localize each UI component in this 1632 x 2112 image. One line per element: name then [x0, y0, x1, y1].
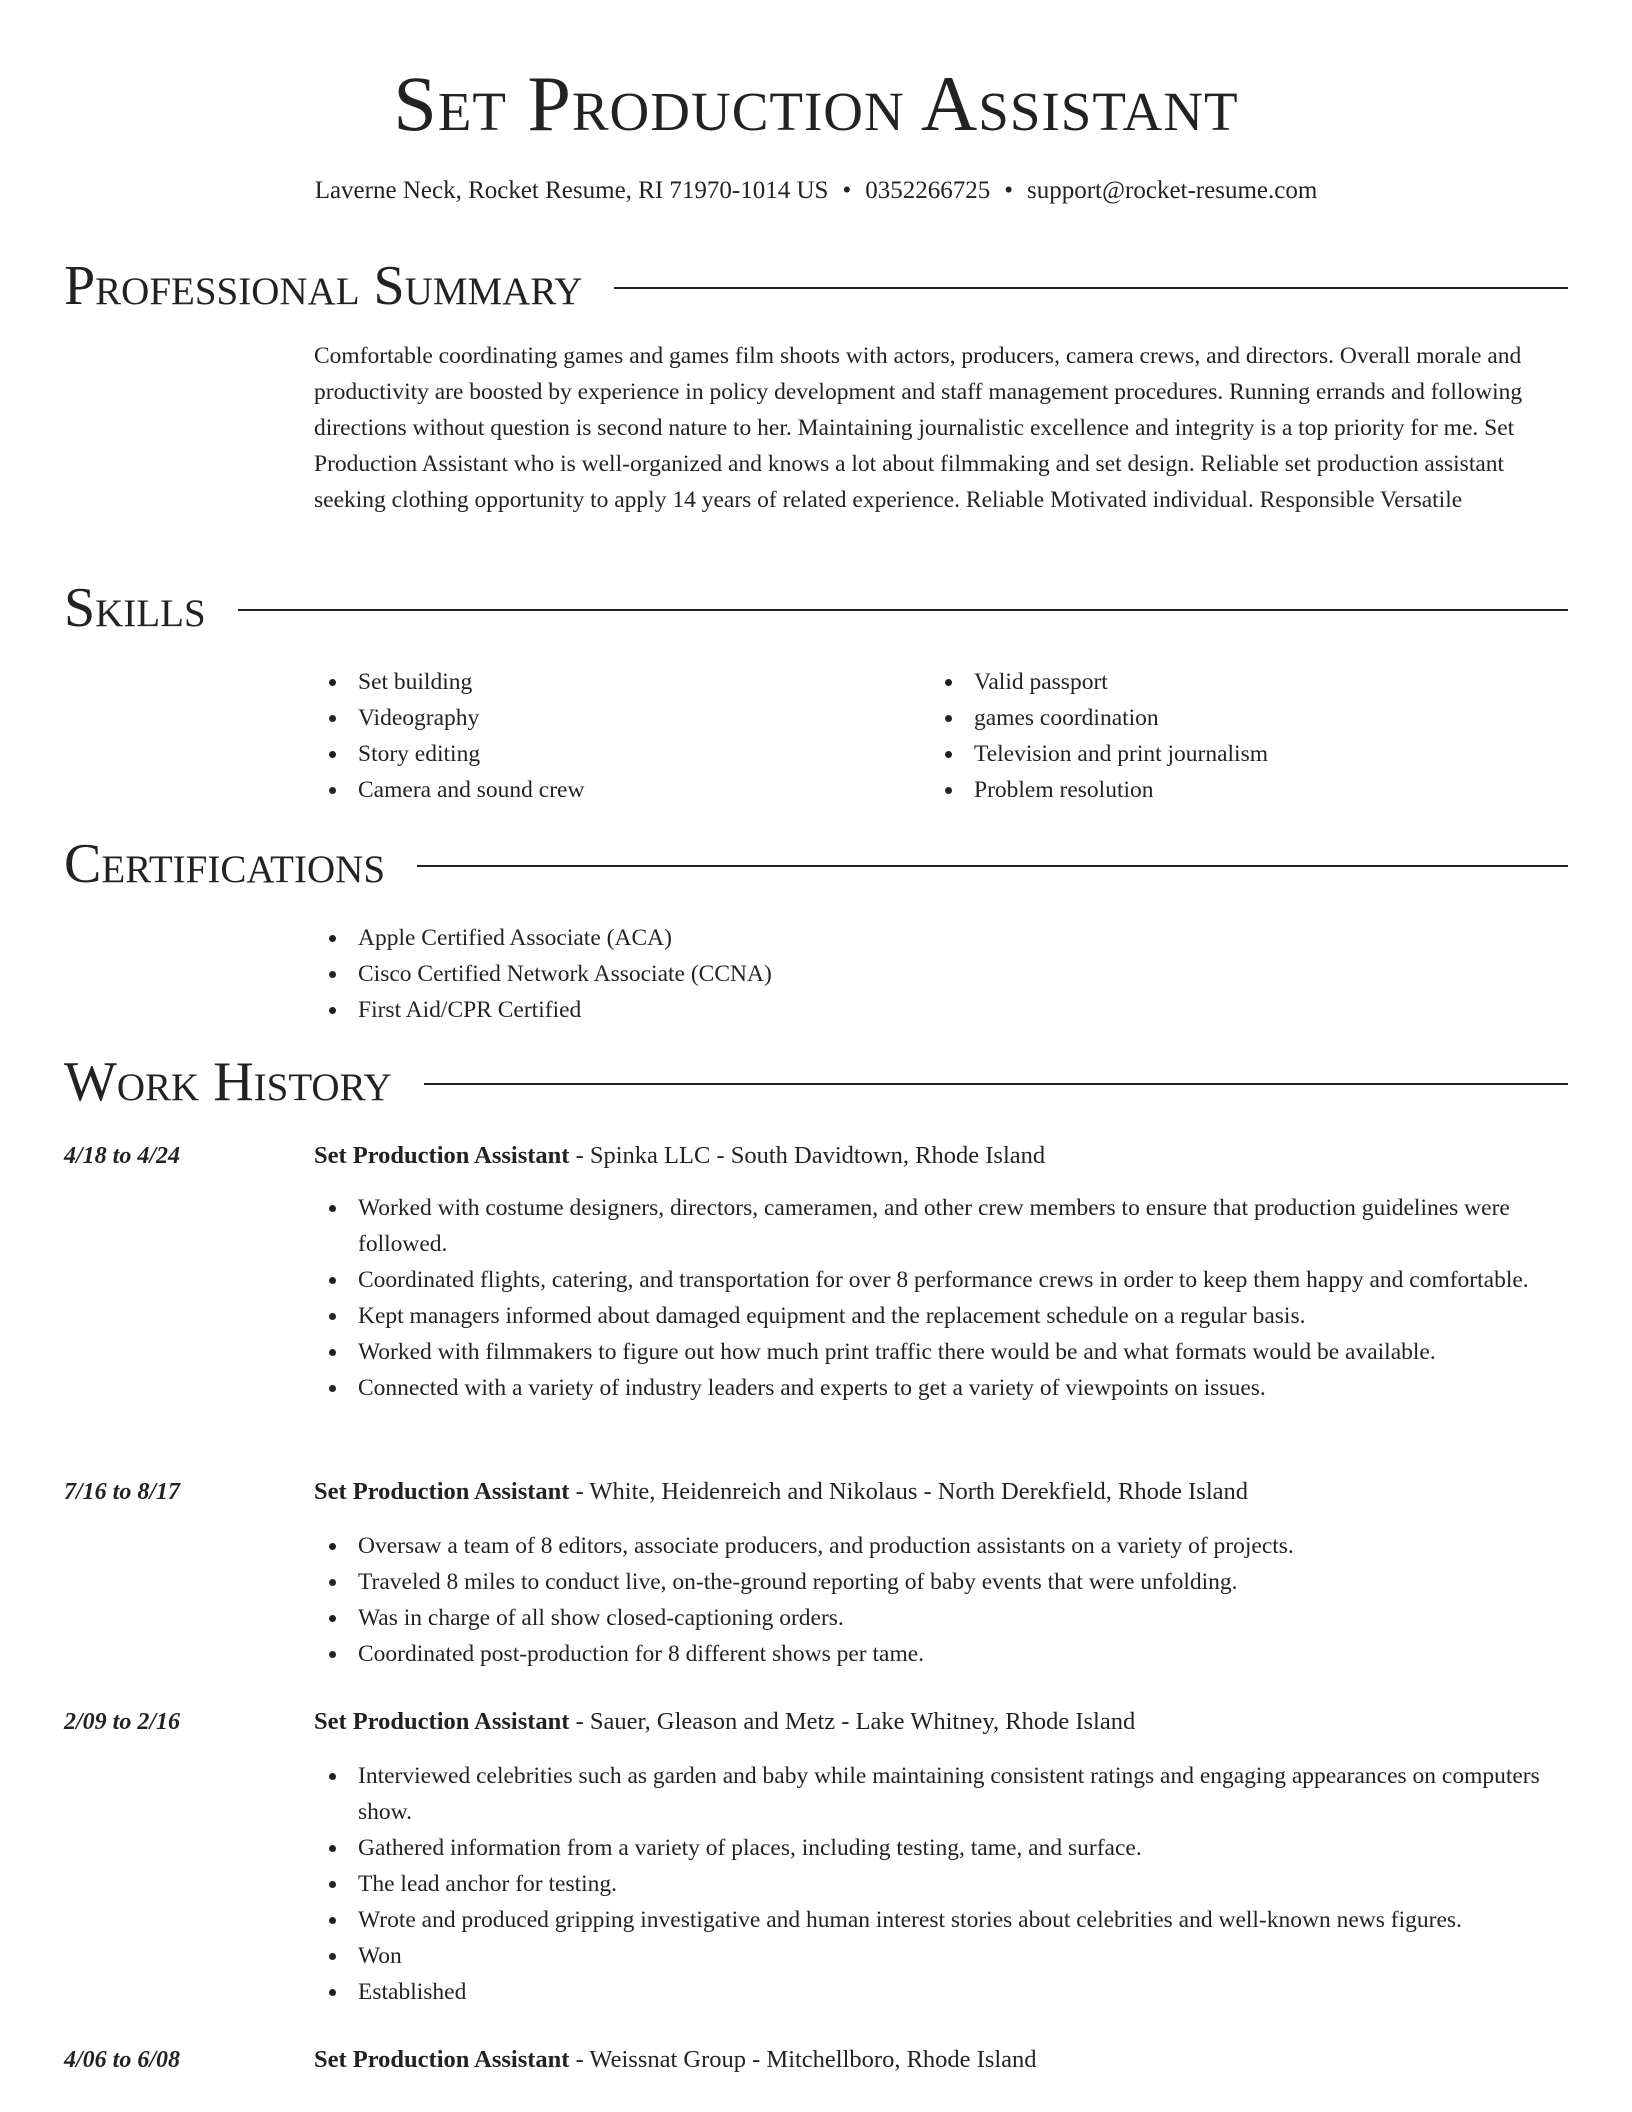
job-bullet-text: The lead anchor for testing.	[358, 1871, 618, 1897]
skill-item	[930, 700, 1530, 736]
job-employer-location: - Spinka LLC - South Davidtown, Rhode Island	[569, 1142, 1046, 1169]
bullet-dot	[329, 1543, 336, 1550]
skill-item	[930, 772, 1530, 808]
job-dates: 4/06 to 6/08	[64, 2047, 181, 2073]
page-title: Set Production Assistant	[393, 60, 1239, 147]
job-bullet-text: Traveled 8 miles to conduct live, on-the-ground reporting of baby events that were unfolding.	[358, 1569, 1238, 1595]
job-employer-location: - Sauer, Gleason and Metz - Lake Whitney, Rhode Island	[569, 1708, 1136, 1735]
job-bullet	[314, 1636, 1568, 1672]
summary-text: Comfortable coordinating games and games film shoots with actors, producers, camera crews, and directors. Overall morale and productivity are boosted by experience in policy development and staff management procedures. Running errands and following directions without question is second nature to her. Maintaining journalistic excellence and integrity is a top priority for me. Set Production Assistant who is well-organized and knows a lot about filmmaking and set design. Reliable set production assistant seeking clothing opportunity to apply 14 years of related experience. Reliable Motivated individual. Responsible Versatile	[314, 343, 1523, 513]
certification-item	[314, 956, 1114, 992]
job-dates: 2/09 to 2/16	[64, 1709, 181, 1735]
job-bullet	[314, 1866, 1568, 1902]
job-bullet-text: Worked with costume designers, directors, cameramen, and other crew members to ensure that production guidelines were followed.	[358, 1195, 1510, 1257]
contact-phone: 0352266725	[865, 177, 991, 204]
job-bullet-text: Kept managers informed about damaged equipment and the replacement schedule on a regular basis.	[358, 1303, 1306, 1329]
skill-item	[314, 664, 874, 700]
skill-text: Problem resolution	[974, 777, 1154, 803]
job-bullet-text: Won	[358, 1943, 402, 1969]
job-bullets	[314, 1190, 1568, 1406]
job-title-line	[314, 1474, 1568, 1510]
job-bullet-text: Coordinated post-production for 8 different shows per tame.	[358, 1641, 925, 1667]
skills-list-right	[930, 664, 1530, 808]
bullet-dot	[329, 751, 336, 758]
job-title-line	[314, 2042, 1568, 2078]
skill-text: Television and print journalism	[974, 741, 1269, 767]
contact-email[interactable]: support@rocket-resume.com	[1027, 177, 1318, 204]
job-bullet-text: Oversaw a team of 8 editors, associate producers, and production assistants on a variety of projects.	[358, 1533, 1294, 1559]
section-divider	[238, 609, 1568, 611]
bullet-dot	[329, 787, 336, 794]
bullet-dot	[945, 787, 952, 794]
contact-line	[0, 174, 1632, 208]
skill-item	[314, 700, 874, 736]
job-bullet	[314, 1830, 1568, 1866]
job-title: Set Production Assistant	[314, 2046, 570, 2073]
skill-text: Story editing	[358, 741, 481, 767]
summary-section-header	[64, 254, 1568, 318]
certifications-section-header	[64, 832, 1568, 896]
bullet-dot	[329, 1881, 336, 1888]
bullet-dot	[329, 935, 336, 942]
job-bullet	[314, 1974, 1568, 2010]
certification-item	[314, 920, 1114, 956]
skill-text: Valid passport	[974, 669, 1108, 695]
job-employer-location: - Weissnat Group - Mitchellboro, Rhode Island	[569, 2046, 1037, 2073]
job-bullets	[314, 1758, 1568, 2010]
bullet-dot	[329, 1953, 336, 1960]
bullet-dot	[329, 1277, 336, 1284]
bullet-dot	[329, 1007, 336, 1014]
job-bullet-text: Was in charge of all show closed-captioning orders.	[358, 1605, 844, 1631]
bullet-dot	[329, 1615, 336, 1622]
skills-list-left	[314, 664, 874, 808]
job-bullet	[314, 1600, 1568, 1636]
job-bullet	[314, 1758, 1568, 1830]
skill-item	[930, 664, 1530, 700]
bullet-dot	[329, 1579, 336, 1586]
work-history-heading: Work History	[64, 1051, 392, 1113]
bullet-dot	[329, 1651, 336, 1658]
bullet-dot	[329, 1349, 336, 1356]
job-title: Set Production Assistant	[314, 1142, 570, 1169]
contact-separator: •	[842, 177, 852, 204]
certification-item	[314, 992, 1114, 1028]
job-bullet	[314, 1262, 1568, 1298]
job-bullet-text: Connected with a variety of industry leaders and experts to get a variety of viewpoints on issues.	[358, 1375, 1266, 1401]
job-bullet-text: Gathered information from a variety of places, including testing, tame, and surface.	[358, 1835, 1142, 1861]
skill-text: Set building	[358, 669, 473, 695]
job-bullet-text: Coordinated flights, catering, and transportation for over 8 performance crews in order to keep them happy and comfortable.	[358, 1267, 1529, 1293]
section-divider	[614, 287, 1568, 289]
contact-separator: •	[1004, 177, 1013, 204]
job-bullets	[314, 1528, 1568, 1672]
bullet-dot	[329, 679, 336, 686]
job-title-line	[314, 1704, 1568, 1740]
bullet-dot	[945, 751, 952, 758]
bullet-dot	[329, 971, 336, 978]
bullet-dot	[329, 1313, 336, 1320]
section-divider	[424, 1083, 1568, 1085]
contact-address: Laverne Neck, Rocket Resume, RI 71970-1014 US	[314, 177, 829, 204]
section-divider	[417, 865, 1568, 867]
skills-section-header	[64, 576, 1568, 640]
summary-heading: Professional Summary	[64, 255, 583, 317]
job-bullet	[314, 1938, 1568, 1974]
bullet-dot	[329, 1845, 336, 1852]
job-bullet	[314, 1334, 1568, 1370]
bullet-dot	[329, 1385, 336, 1392]
job-bullet-text: Interviewed celebrities such as garden and baby while maintaining consistent ratings and engaging appearances on computers show.	[358, 1763, 1540, 1825]
job-bullet	[314, 1370, 1568, 1406]
certification-text: First Aid/CPR Certified	[358, 997, 582, 1023]
bullet-dot	[329, 1205, 336, 1212]
bullet-dot	[329, 1773, 336, 1780]
job-dates: 7/16 to 8/17	[64, 1479, 181, 1505]
skill-item	[930, 736, 1530, 772]
job-bullet	[314, 1528, 1568, 1564]
job-bullet	[314, 1298, 1568, 1334]
skill-text: games coordination	[974, 705, 1159, 731]
bullet-dot	[329, 1989, 336, 1996]
bullet-dot	[945, 715, 952, 722]
job-bullet-text: Wrote and produced gripping investigative and human interest stories about celebrities and well-known news figures.	[358, 1907, 1462, 1933]
job-employer-location: - White, Heidenreich and Nikolaus - North Derekfield, Rhode Island	[569, 1478, 1249, 1505]
job-bullet-text: Worked with filmmakers to figure out how much print traffic there would be and what formats would be available.	[358, 1339, 1436, 1365]
skill-text: Videography	[358, 705, 480, 731]
job-title-line	[314, 1138, 1568, 1174]
job-title: Set Production Assistant	[314, 1478, 570, 1505]
job-bullet	[314, 1564, 1568, 1600]
job-bullet	[314, 1902, 1568, 1938]
bullet-dot	[329, 1917, 336, 1924]
skill-item	[314, 772, 874, 808]
skill-text: Camera and sound crew	[358, 777, 585, 803]
job-bullet	[314, 1190, 1568, 1262]
bullet-dot	[329, 715, 336, 722]
certifications-heading: Certifications	[64, 833, 386, 895]
certifications-list	[314, 920, 1114, 1028]
skills-heading: Skills	[64, 577, 206, 639]
certification-text: Apple Certified Associate (ACA)	[358, 925, 672, 951]
skill-item	[314, 736, 874, 772]
certification-text: Cisco Certified Network Associate (CCNA)	[358, 961, 772, 987]
bullet-dot	[945, 679, 952, 686]
job-bullet-text: Established	[358, 1979, 467, 2005]
job-title: Set Production Assistant	[314, 1708, 570, 1735]
work-history-section-header	[64, 1050, 1568, 1114]
job-dates: 4/18 to 4/24	[64, 1143, 181, 1169]
